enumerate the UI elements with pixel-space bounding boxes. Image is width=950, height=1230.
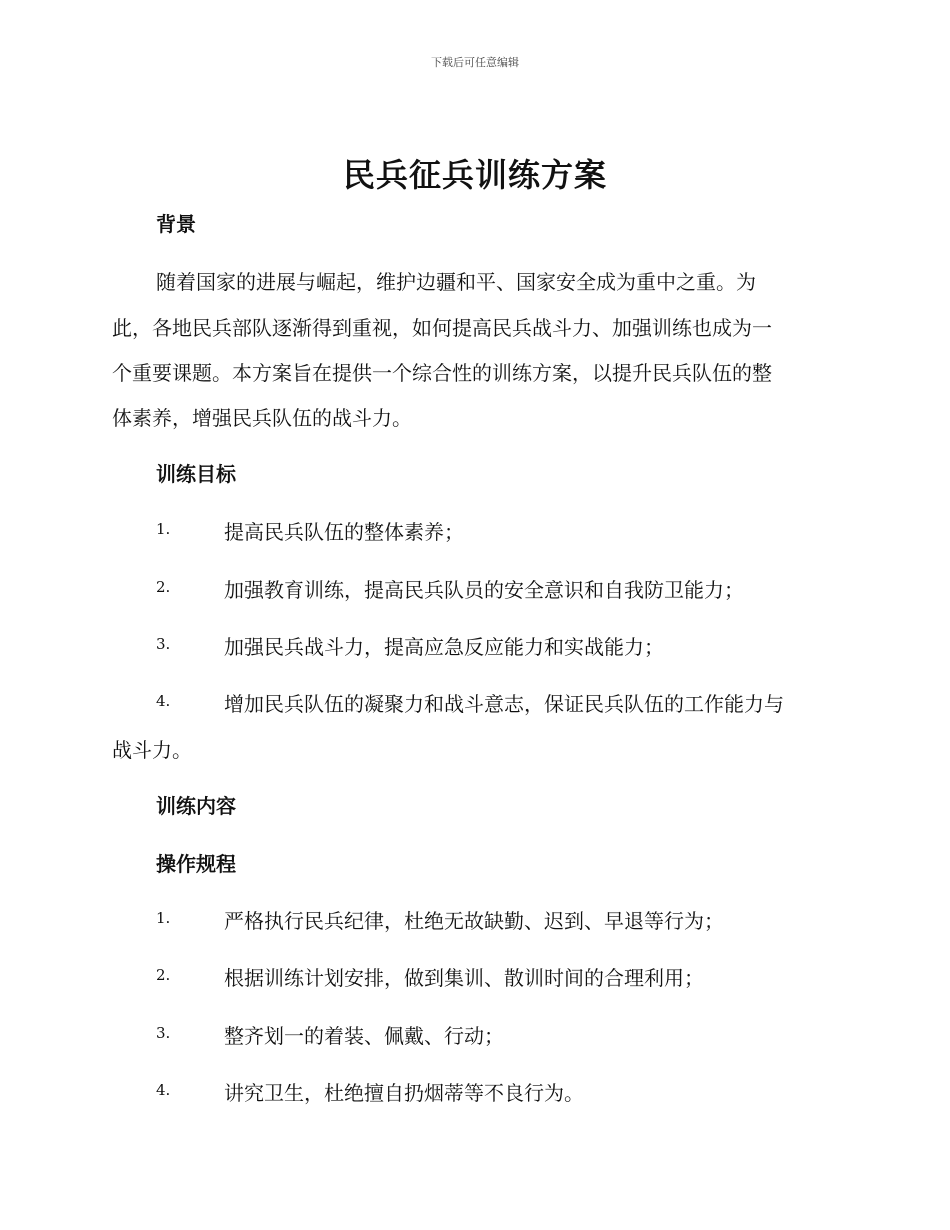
goal-item-text: 加强教育训练，提高民兵队员的安全意识和自我防卫能力； [224,578,744,602]
background-paragraph-line: 此，各地民兵部队逐渐得到重视，如何提高民兵战斗力、加强训练也成为一 [112,316,772,340]
goal-item-continuation: 战斗力。 [112,738,192,762]
goal-item-text: 提高民兵队伍的整体素养； [224,520,464,544]
procedure-item-text: 严格执行民兵纪律，杜绝无故缺勤、迟到、早退等行为； [224,909,724,933]
background-paragraph-line: 随着国家的进展与崛起，维护边疆和平、国家安全成为重中之重。为 [156,270,756,294]
section-heading-goals: 训练目标 [156,462,236,486]
section-heading-background: 背景 [156,212,196,236]
procedure-item-number: 2. [156,966,171,984]
background-paragraph-line: 体素养，增强民兵队伍的战斗力。 [112,406,412,430]
procedure-item-number: 1. [156,909,171,927]
procedure-item-number: 4. [156,1081,171,1099]
goal-item-number: 4. [156,692,171,710]
section-heading-content: 训练内容 [156,794,236,818]
document-title: 民兵征兵训练方案 [342,156,607,194]
goal-item-number: 1. [156,520,171,538]
procedure-item-text: 整齐划一的着装、佩戴、行动； [224,1024,504,1048]
goal-item-number: 3. [156,635,171,653]
procedure-item-text: 讲究卫生，杜绝擅自扔烟蒂等不良行为。 [224,1081,584,1105]
background-paragraph-line: 个重要课题。本方案旨在提供一个综合性的训练方案，以提升民兵队伍的整 [112,361,772,385]
goal-item-text: 加强民兵战斗力，提高应急反应能力和实战能力； [224,635,664,659]
procedure-item-number: 3. [156,1024,171,1042]
procedure-item-text: 根据训练计划安排，做到集训、散训时间的合理利用； [224,966,704,990]
page-header-note: 下载后可任意编辑 [431,56,519,69]
goal-item-number: 2. [156,578,171,596]
goal-item-text: 增加民兵队伍的凝聚力和战斗意志，保证民兵队伍的工作能力与 [224,692,784,716]
section-heading-procedures: 操作规程 [156,852,236,876]
